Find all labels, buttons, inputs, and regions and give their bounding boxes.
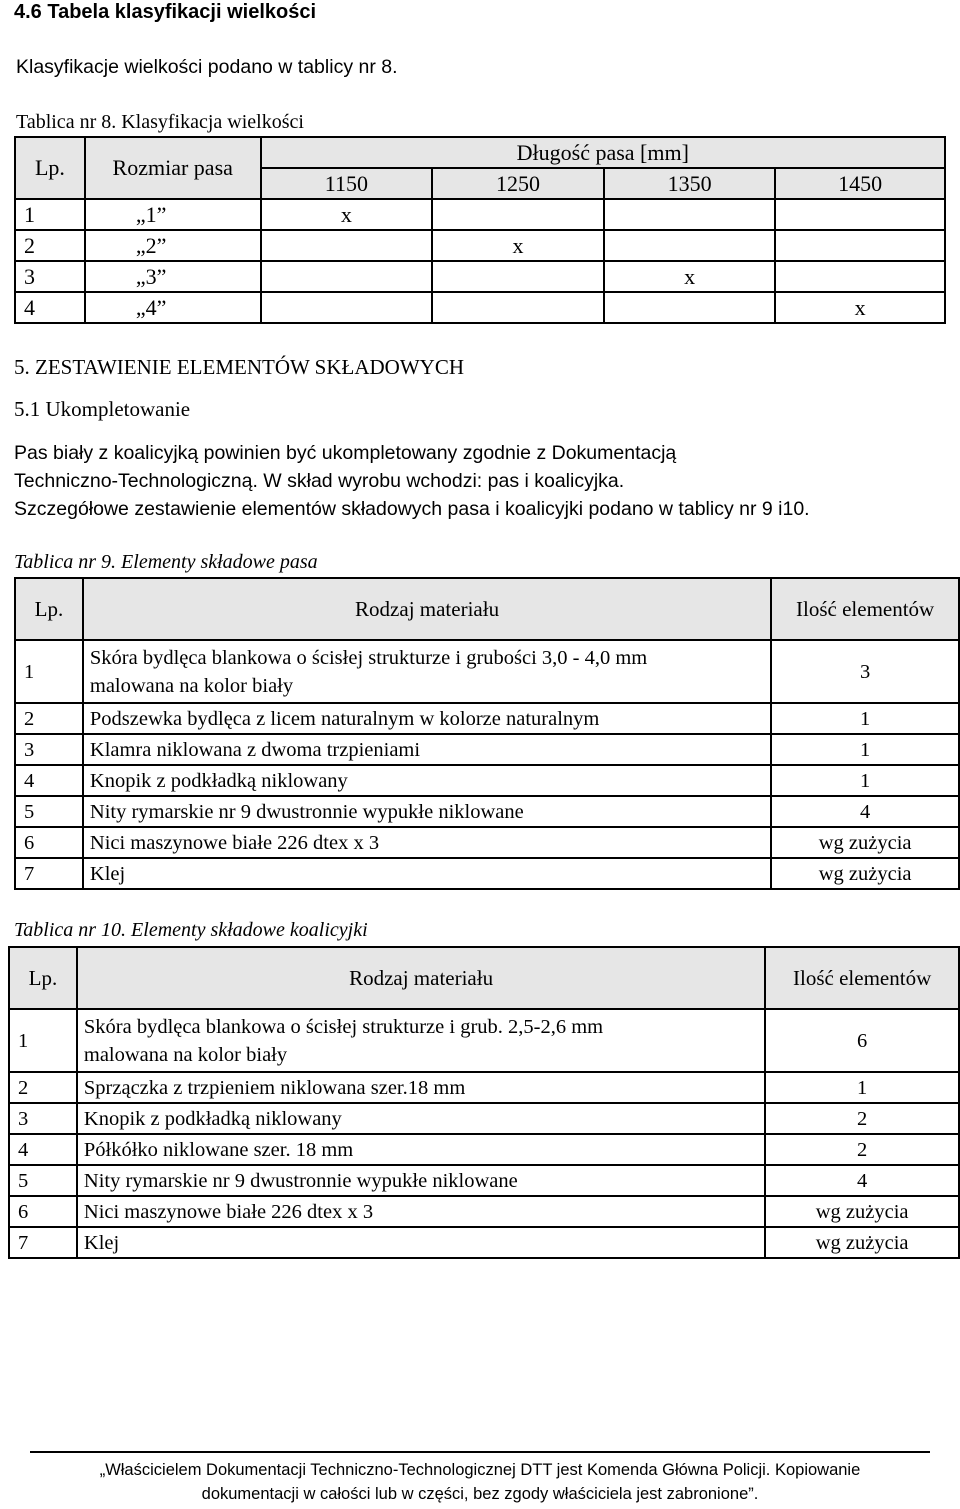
cell-mark <box>604 199 776 230</box>
header-length-1250: 1250 <box>432 168 604 199</box>
header-material: Rodzaj materiału <box>83 578 771 640</box>
cell-lp: 5 <box>15 796 83 827</box>
cell-lp: 4 <box>9 1134 77 1165</box>
table8-caption: Tablica nr 8. Klasyfikacja wielkości <box>16 111 304 133</box>
header-material: Rodzaj materiału <box>77 947 765 1009</box>
cell-lp: 6 <box>15 827 83 858</box>
cell-qty: 2 <box>765 1134 959 1165</box>
table-row <box>15 703 959 734</box>
cell-material: Klej <box>77 1227 765 1258</box>
cell-qty: wg zużycia <box>771 858 959 889</box>
cell-qty: 4 <box>771 796 959 827</box>
cell-mark: x <box>432 230 604 261</box>
table-row <box>15 827 959 858</box>
section-heading-5-1: 5.1 Ukompletowanie <box>14 397 191 421</box>
cell-material: Sprzączka z trzpieniem niklowana szer.18 mm <box>77 1072 765 1103</box>
cell-mark <box>775 199 945 230</box>
table-row <box>15 230 945 261</box>
table-row <box>9 1227 959 1258</box>
header-length-1350: 1350 <box>604 168 776 199</box>
copyright-footer <box>30 1458 930 1506</box>
table-row <box>15 640 959 703</box>
size-classification-table <box>14 136 946 324</box>
table-row <box>9 1103 959 1134</box>
cell-mark <box>604 230 776 261</box>
cell-material-line: Skóra bydlęca blankowa o ścisłej strukturze i grubości 3,0 - 4,0 mm <box>89 646 648 669</box>
paragraph-line: Pas biały z koalicyjką powinien być ukompletowany zgodnie z Dokumentacją <box>14 442 677 464</box>
cell-material <box>77 1009 765 1072</box>
header-lp: Lp. <box>15 578 83 640</box>
cell-qty: 6 <box>765 1009 959 1072</box>
table-row <box>9 1134 959 1165</box>
header-length-1150: 1150 <box>261 168 433 199</box>
cell-mark <box>775 230 945 261</box>
cell-lp: 2 <box>15 230 85 261</box>
cell-mark <box>261 230 433 261</box>
table9-caption: Tablica nr 9. Elementy składowe pasa <box>14 551 318 573</box>
cell-material: Nici maszynowe białe 226 dtex x 3 <box>77 1196 765 1227</box>
cell-mark <box>432 292 604 323</box>
cell-mark: x <box>261 199 433 230</box>
cell-lp: 1 <box>15 199 85 230</box>
cell-mark: x <box>775 292 945 323</box>
footer-divider <box>30 1451 930 1453</box>
cell-qty: wg zużycia <box>765 1196 959 1227</box>
header-lp: Lp. <box>15 137 85 199</box>
cell-mark <box>432 261 604 292</box>
header-length-group: Długość pasa [mm] <box>261 137 945 168</box>
table-row <box>9 1009 959 1072</box>
section-heading-4-6: 4.6 Tabela klasyfikacji wielkości <box>14 1 317 23</box>
table-row <box>9 1072 959 1103</box>
cell-lp: 4 <box>15 292 85 323</box>
table-row <box>15 199 945 230</box>
cell-material-line: malowana na kolor biały <box>83 1043 288 1066</box>
cell-lp: 1 <box>15 640 83 703</box>
table-row <box>15 261 945 292</box>
cell-mark <box>775 261 945 292</box>
loop-components-table <box>8 946 960 1259</box>
cell-qty: 1 <box>771 765 959 796</box>
composition-paragraph <box>14 439 810 523</box>
table-row <box>9 1196 959 1227</box>
header-lp: Lp. <box>9 947 77 1009</box>
footer-line: dokumentacji w całości lub w części, bez zgody właściciela jest zabronione”. <box>201 1485 759 1503</box>
cell-material: Knopik z podkładką niklowany <box>77 1103 765 1134</box>
cell-size: „4” <box>85 292 261 323</box>
cell-lp: 2 <box>15 703 83 734</box>
cell-material: Nity rymarskie nr 9 dwustronnie wypukłe niklowane <box>77 1165 765 1196</box>
cell-material: Knopik z podkładką niklowany <box>83 765 771 796</box>
cell-qty: 1 <box>765 1072 959 1103</box>
cell-lp: 7 <box>9 1227 77 1258</box>
intro-text: Klasyfikacje wielkości podano w tablicy nr 8. <box>16 56 398 78</box>
cell-lp: 4 <box>15 765 83 796</box>
cell-material: Podszewka bydlęca z licem naturalnym w kolorze naturalnym <box>83 703 771 734</box>
cell-lp: 3 <box>15 734 83 765</box>
table-row <box>15 292 945 323</box>
cell-qty: 3 <box>771 640 959 703</box>
section-heading-5: 5. ZESTAWIENIE ELEMENTÓW SKŁADOWYCH <box>14 355 465 379</box>
cell-qty: 1 <box>771 703 959 734</box>
cell-qty: 2 <box>765 1103 959 1134</box>
header-size: Rozmiar pasa <box>85 137 261 199</box>
cell-material-line: Skóra bydlęca blankowa o ścisłej strukturze i grub. 2,5-2,6 mm <box>83 1015 604 1038</box>
cell-mark <box>261 292 433 323</box>
cell-qty: wg zużycia <box>771 827 959 858</box>
cell-material-line: malowana na kolor biały <box>89 674 294 697</box>
cell-qty: 1 <box>771 734 959 765</box>
cell-mark: x <box>604 261 776 292</box>
cell-material: Nici maszynowe białe 226 dtex x 3 <box>83 827 771 858</box>
table-row <box>9 1165 959 1196</box>
header-length-1450: 1450 <box>775 168 945 199</box>
cell-lp: 5 <box>9 1165 77 1196</box>
cell-size: „3” <box>85 261 261 292</box>
cell-material: Klamra niklowana z dwoma trzpieniami <box>83 734 771 765</box>
cell-size: „1” <box>85 199 261 230</box>
cell-mark <box>432 199 604 230</box>
header-qty: Ilość elementów <box>771 578 959 640</box>
cell-mark <box>261 261 433 292</box>
cell-qty: wg zużycia <box>765 1227 959 1258</box>
cell-material: Półkółko niklowane szer. 18 mm <box>77 1134 765 1165</box>
table10-caption: Tablica nr 10. Elementy składowe koalicyjki <box>14 919 368 941</box>
paragraph-line: Techniczno-Technologiczną. W skład wyrobu wchodzi: pas i koalicyjka. <box>14 470 625 492</box>
footer-line: „Właścicielem Dokumentacji Techniczno-Technologicznej DTT jest Komenda Główna Policji. Kopiowanie <box>99 1461 861 1479</box>
cell-material: Nity rymarskie nr 9 dwustronnie wypukłe niklowane <box>83 796 771 827</box>
cell-lp: 6 <box>9 1196 77 1227</box>
table-row <box>15 858 959 889</box>
cell-material: Klej <box>83 858 771 889</box>
cell-lp: 2 <box>9 1072 77 1103</box>
cell-mark <box>604 292 776 323</box>
header-qty: Ilość elementów <box>765 947 959 1009</box>
cell-lp: 7 <box>15 858 83 889</box>
table-row <box>15 796 959 827</box>
paragraph-line: Szczegółowe zestawienie elementów składowych pasa i koalicyjki podano w tablicy nr 9 i10. <box>14 498 810 520</box>
cell-lp: 1 <box>9 1009 77 1072</box>
cell-lp: 3 <box>9 1103 77 1134</box>
cell-material <box>83 640 771 703</box>
cell-size: „2” <box>85 230 261 261</box>
table-row <box>15 765 959 796</box>
belt-components-table <box>14 577 960 890</box>
cell-lp: 3 <box>15 261 85 292</box>
table-row <box>15 734 959 765</box>
cell-qty: 4 <box>765 1165 959 1196</box>
